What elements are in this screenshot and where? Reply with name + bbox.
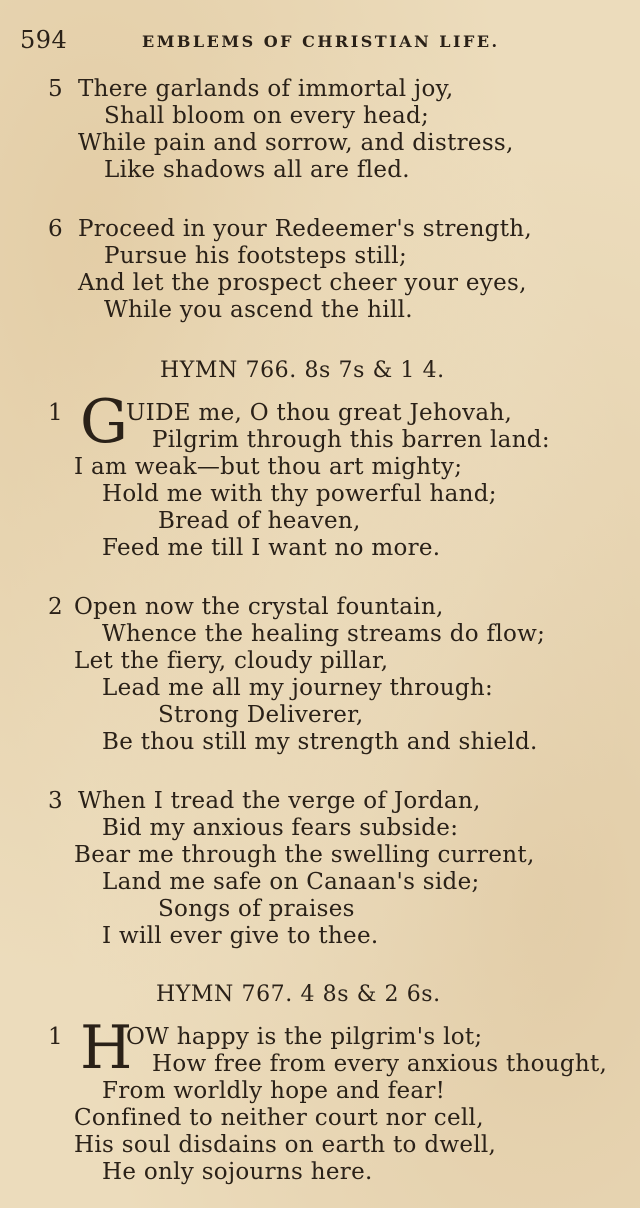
page-number: 594 [20, 26, 68, 54]
running-title: EMBLEMS OF CHRISTIAN LIFE. [142, 32, 500, 51]
verse-line: Open now the crystal fountain, [74, 594, 444, 620]
verse-line: Be thou still my strength and shield. [102, 729, 538, 755]
verse-line: How free from every anxious thought, [152, 1051, 608, 1077]
drop-cap: H [80, 1013, 133, 1083]
verse-number: 1 [48, 400, 63, 426]
verse-line: Pilgrim through this barren land: [152, 427, 550, 453]
drop-cap: G [80, 387, 128, 457]
verse-line: There garlands of immortal joy, [78, 76, 454, 102]
verse-number: 5 [48, 76, 63, 102]
verse-line: Shall bloom on every head; [104, 103, 430, 129]
verse-line: Feed me till I want no more. [102, 535, 441, 561]
verse-line: Songs of praises [158, 896, 355, 922]
verse-line: I will ever give to thee. [102, 923, 379, 949]
hymn-heading: HYMN 767. 4 8s & 2 6s. [156, 982, 441, 1007]
verse-line: And let the prospect cheer your eyes, [78, 270, 527, 296]
verse-line: Hold me with thy powerful hand; [102, 481, 497, 507]
verse-line: Proceed in your Redeemer's strength, [78, 216, 532, 242]
verse-line: I am weak—but thou art mighty; [74, 454, 463, 480]
verse-line: He only sojourns here. [102, 1159, 373, 1185]
verse-line: Bear me through the swelling current, [74, 842, 535, 868]
verse-line: While pain and sorrow, and distress, [78, 130, 514, 156]
verse-line: When I tread the verge of Jordan, [78, 788, 481, 814]
verse-line: OW happy is the pilgrim's lot; [126, 1024, 483, 1050]
verse-line: Confined to neither court nor cell, [74, 1105, 484, 1131]
verse-line: UIDE me, O thou great Jehovah, [126, 400, 513, 426]
verse-line: Lead me all my journey through: [102, 675, 494, 701]
verse-line: Let the fiery, cloudy pillar, [74, 648, 389, 674]
verse-number: 3 [48, 788, 63, 814]
verse-number: 1 [48, 1024, 63, 1050]
verse-line: Strong Deliverer, [158, 702, 364, 728]
verse-line: Bread of heaven, [158, 508, 361, 534]
verse-line: Whence the healing streams do flow; [102, 621, 546, 647]
verse-number: 2 [48, 594, 63, 620]
verse-line: Bid my anxious fears subside: [102, 815, 459, 841]
verse-line: Like shadows all are fled. [104, 157, 410, 183]
verse-line: Land me safe on Canaan's side; [102, 869, 480, 895]
hymn-heading: HYMN 766. 8s 7s & 1 4. [160, 358, 445, 383]
verse-line: From worldly hope and fear! [102, 1078, 446, 1104]
verse-line: While you ascend the hill. [104, 297, 413, 323]
verse-line: His soul disdains on earth to dwell, [74, 1132, 497, 1158]
page-header [20, 26, 620, 56]
verse-line: Pursue his footsteps still; [104, 243, 408, 269]
verse-number: 6 [48, 216, 63, 242]
